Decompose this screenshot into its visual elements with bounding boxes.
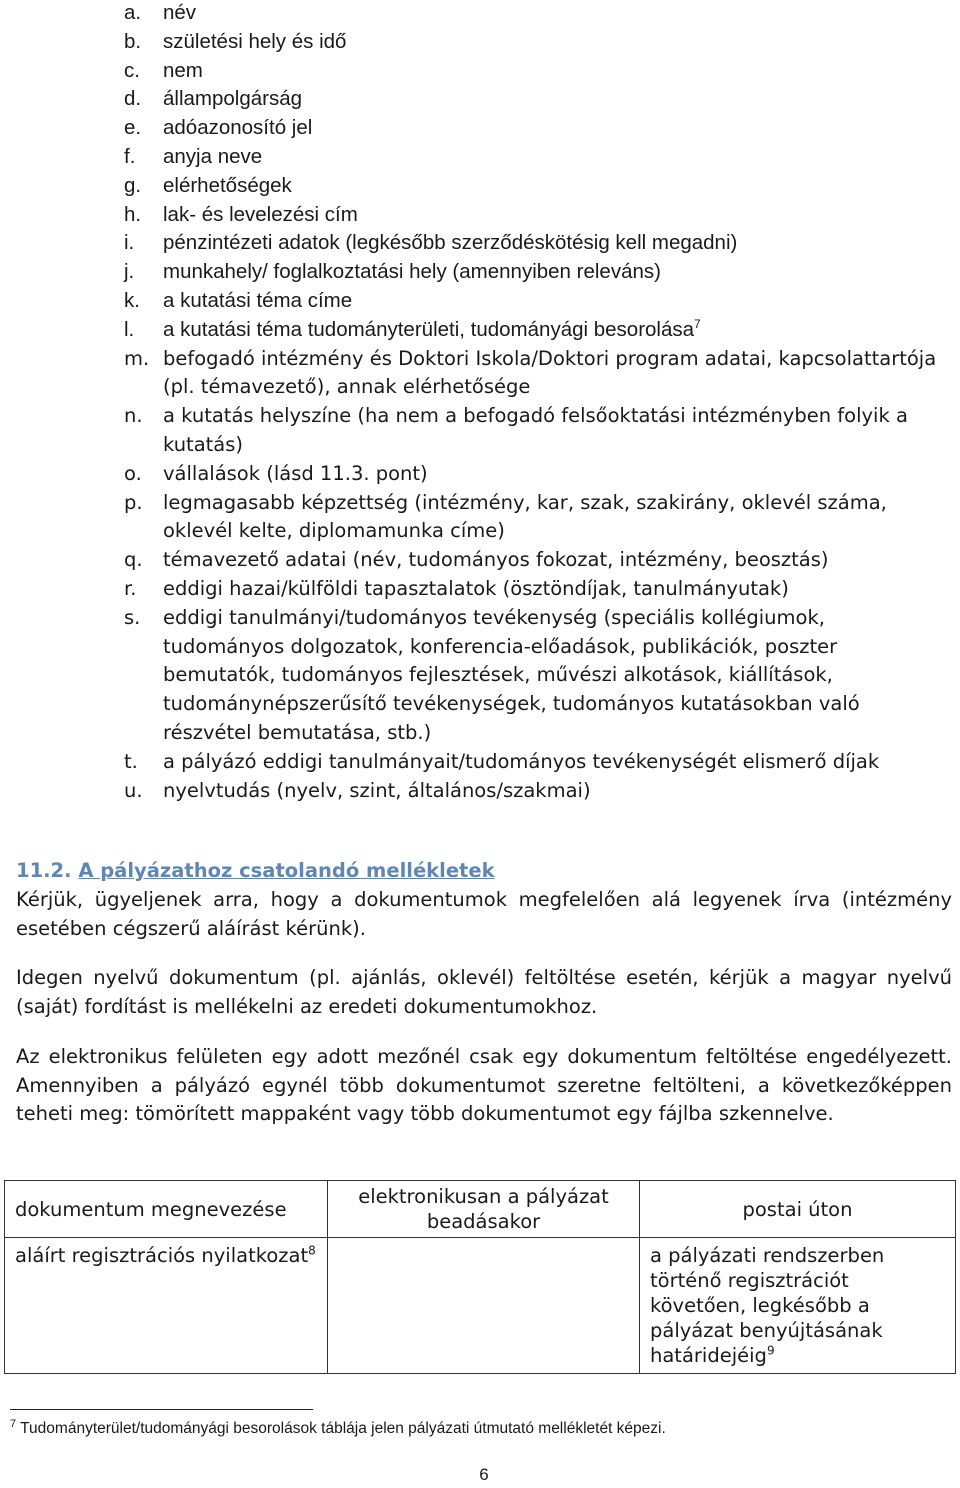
list-item	[0, 85, 960, 114]
list-item-text: a kutatási téma címe	[163, 288, 353, 312]
list-item	[0, 402, 960, 460]
list-marker: s.	[124, 605, 141, 629]
list-marker: k.	[124, 288, 140, 312]
footnote-ref: 8	[308, 1243, 316, 1258]
list-item-text: eddigi tanulmányi/tudományos tevékenység (speciális kollégiumok, tudományos dolgozatok, konferencia-előadások, publikációk, poszter bemutatók, tudományos fejlesztések, művészi alkotások, kiállítások, tudománynépszerűsítő tevékenységek, tudományos kutatásokban való részvétel bemutatása, stb.)	[163, 605, 860, 744]
list-item-text: adóazonosító jel	[163, 116, 313, 140]
list-marker: t.	[124, 749, 138, 773]
list-item	[0, 546, 960, 575]
list-item-text: elérhetőségek	[163, 173, 292, 197]
list-marker: n.	[124, 404, 143, 428]
footnote-ref: 9	[766, 1343, 775, 1358]
list-marker: h.	[124, 202, 142, 226]
section-number: 11.2.	[16, 859, 72, 882]
table-header-row	[5, 1181, 956, 1238]
list-item	[0, 28, 960, 57]
column-header-electronic: elektronikusan a pályázat beadásakor	[328, 1181, 640, 1238]
list-marker: o.	[124, 461, 142, 485]
paragraph-upload: Az elektronikus felületen egy adott mezőnél csak egy dokumentum feltöltése engedélyezett. Amennyiben a pályázó egynél több dokumentumot szeretne feltölteni, a következőképpen teheti meg: tömörített mappaként vagy több dokumentumot egy fájlba szkennelve.	[16, 1045, 952, 1126]
footnote-ref: 7	[694, 316, 701, 331]
list-marker: r.	[124, 576, 137, 600]
cell-electronic	[328, 1238, 640, 1374]
list-marker: e.	[124, 116, 142, 140]
list-marker: g.	[124, 173, 142, 197]
list-item-text: eddigi hazai/külföldi tapasztalatok (ösztöndíjak, tanulmányutak)	[163, 576, 789, 600]
list-item	[0, 604, 960, 748]
footnote-number: 7	[10, 1417, 17, 1430]
list-marker: c.	[124, 58, 140, 82]
list-item	[0, 287, 960, 316]
list-marker: i.	[124, 231, 135, 255]
list-item	[0, 172, 960, 201]
list-marker: p.	[124, 490, 143, 514]
list-item	[0, 143, 960, 172]
list-item-text: anyja neve	[163, 144, 263, 168]
list-item-text: név	[163, 1, 197, 24]
list-marker: l.	[124, 317, 135, 341]
list-marker: m.	[124, 346, 150, 370]
list-marker: q.	[124, 548, 143, 572]
list-item	[0, 258, 960, 287]
list-item-text: munkahely/ foglalkoztatási hely (amennyiben releváns)	[163, 260, 661, 284]
list-item-text: pénzintézeti adatok (legkésőbb szerződéskötésig kell megadni)	[163, 231, 738, 255]
column-header-document: dokumentum megnevezése	[5, 1181, 328, 1238]
list-item-text: lak- és levelezési cím	[163, 202, 358, 226]
list-marker: d.	[124, 87, 142, 111]
list-item-text: befogadó intézmény és Doktori Iskola/Doktori program adatai, kapcsolattartója (pl. témavezető), annak elérhetősége	[163, 346, 937, 399]
list-item	[0, 748, 960, 777]
column-header-postal: postai úton	[640, 1181, 956, 1238]
list-item	[0, 0, 960, 28]
list-item-text: legmagasabb képzettség (intézmény, kar, szak, szakirány, oklevél száma, oklevél kelte, diplomamunka címe)	[163, 490, 887, 543]
list-item-text: témavezető adatai (név, tudományos fokozat, intézmény, beosztás)	[163, 548, 829, 572]
list-item	[0, 575, 960, 604]
list-item	[0, 316, 960, 345]
list-item	[0, 229, 960, 258]
list-item	[0, 489, 960, 547]
list-item-text: a pályázó eddigi tanulmányait/tudományos tevékenységét elismerő díjak	[163, 749, 880, 773]
list-item	[0, 201, 960, 230]
list-item	[0, 345, 960, 403]
list-marker: a.	[124, 1, 142, 24]
paragraph-translation: Idegen nyelvű dokumentum (pl. ajánlás, oklevél) feltöltése esetén, kérjük a magyar nyelvű (saját) fordítást is mellékelni az eredeti dokumentumokhoz.	[16, 966, 952, 1018]
cell-postal: a pályázati rendszerben történő regisztrációt követően, legkésőbb a pályázat benyújtásának határidejéig$^9$	[640, 1238, 956, 1374]
list-item	[0, 114, 960, 143]
list-marker: j.	[124, 260, 135, 284]
list-item-text: állampolgárság	[163, 87, 303, 111]
list-item	[0, 777, 960, 806]
list-item-text: vállalások (lásd 11.3. pont)	[163, 461, 428, 485]
list-marker: b.	[124, 29, 142, 53]
page-number: 6	[479, 1465, 489, 1484]
footnote	[10, 1418, 666, 1440]
footnote-text: Tudományterület/tudományági besorolások táblája jelen pályázati útmutató mellékletét képezi.	[20, 1420, 666, 1437]
list-item-text: nem	[163, 58, 203, 82]
section-title: A pályázathoz csatolandó mellékletek	[78, 859, 495, 882]
table-row	[5, 1238, 956, 1374]
footnote-separator	[10, 1409, 313, 1410]
attachments-table	[4, 1180, 956, 1374]
list-item-text: születési hely és idő	[163, 29, 347, 53]
list-item-text: a kutatás helyszíne (ha nem a befogadó felsőoktatási intézményben folyik a kutatás)	[163, 404, 908, 456]
list-item	[0, 460, 960, 489]
list-item-text: nyelvtudás (nyelv, szint, általános/szakmai)	[163, 778, 591, 802]
list-item-text: a kutatási téma tudományterületi, tudományági besorolása	[163, 317, 695, 341]
paragraph-signature: Kérjük, ügyeljenek arra, hogy a dokumentumok megfelelően alá legyenek írva (intézmény esetében cégszerű aláírást kérünk).	[16, 888, 952, 940]
cell-document-name: aláírt regisztrációs nyilatkozat$^8$	[5, 1238, 328, 1374]
section-heading	[16, 857, 495, 885]
list-item	[0, 57, 960, 86]
list-marker: f.	[124, 144, 136, 168]
list-marker: u.	[124, 778, 143, 802]
